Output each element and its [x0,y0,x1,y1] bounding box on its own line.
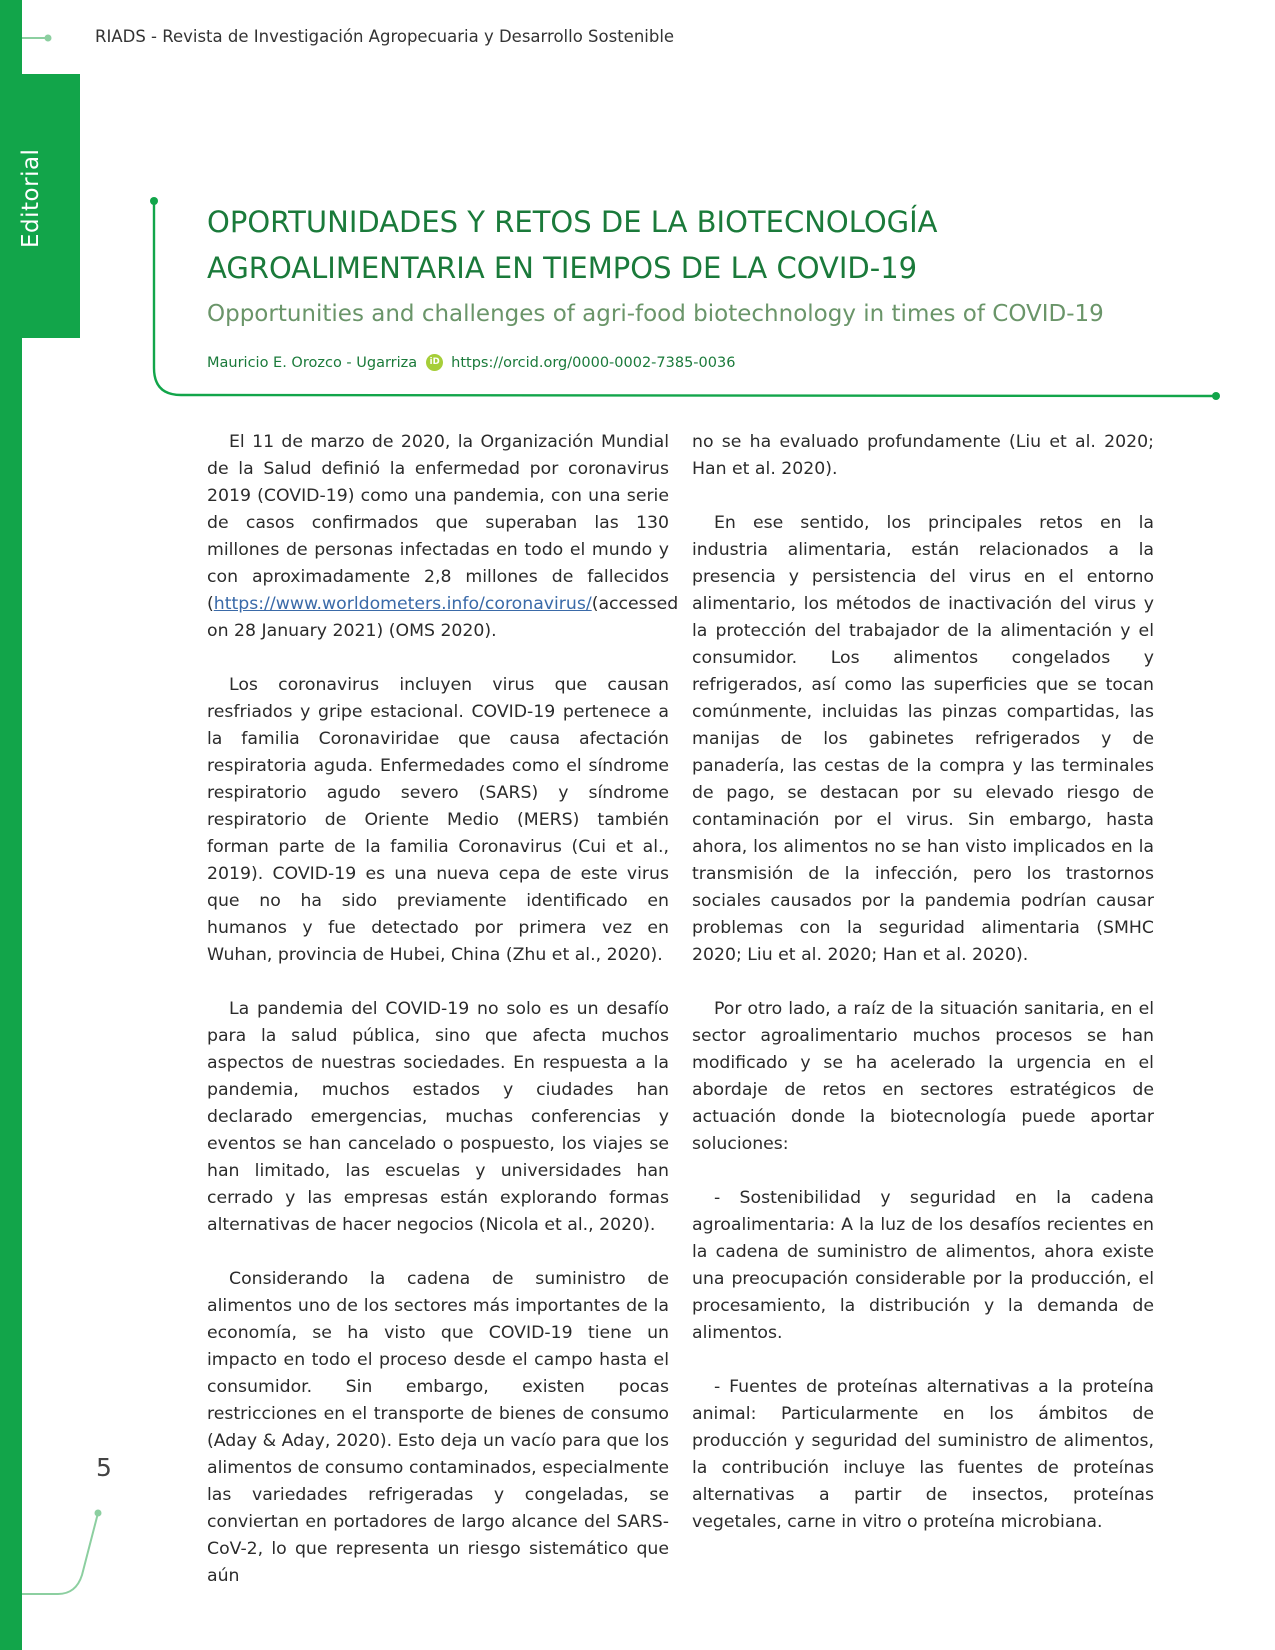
p1-text-before: El 11 de marzo de 2020, la Organización Mundial de la Salud definió la enfermedad por coronavirus 2019 (COVID-19) como una pandemia, con una serie de casos confirmados que superaban las 130 millones de personas infectadas en todo el mundo y con aproximadamente 2,8 millones de fallecidos ( [207,432,669,614]
article-subtitle: Opportunities and challenges of agri-food biotechnology in times of COVID-19 [207,301,1104,327]
title-line-1: OPORTUNIDADES Y RETOS DE LA BIOTECNOLOGÍA [207,205,938,239]
paragraph-4-continued: no se ha evaluado profundamente (Liu et al. 2020; Han et al. 2020). [692,432,1154,479]
p1-text-after: (accessed on 28 January 2021) (OMS 2020). [207,594,679,641]
paragraph-3: La pandemia del COVID-19 no solo es un desafío para la salud pública, sino que afecta muchos aspectos de nuestras sociedades. En respuesta a la pandemia, muchos estados y ciudades han declarado emergencias, muchas conferencias y eventos se han cancelado o pospuesto, los viajes se han limitado, las escuelas y universidades han cerrado y las empresas están explorando formas alternativas de hacer negocios (Nicola et al., 2020). [207,999,669,1235]
article-title [207,199,1167,291]
orcid-icon[interactable]: iD [426,354,443,371]
title-line-2: AGROALIMENTARIA EN TIEMPOS DE LA COVID-19 [207,251,918,285]
section-label: Editorial [18,148,44,248]
paragraph-7: - Sostenibilidad y seguridad en la cadena agroalimentaria: A la luz de los desafíos recientes en la cadena de suministro de alimentos, ahora existe una preocupación considerable por la producción, el procesamiento, la distribución y la demanda de alimentos. [692,1188,1154,1343]
author-name: Mauricio E. Orozco - Ugarriza [207,354,418,371]
right-column [692,429,1154,1563]
author-line [207,354,735,371]
paragraph-5: En ese sentido, los principales retos en la industria alimentaria, están relacionados a la presencia y persistencia del virus en el entorno alimentario, los métodos de inactivación del virus y la protección del trabajador de la alimentación y el consumidor. Los alimentos congelados y refrigerados, así como las superficies que se tocan comúnmente, incluidas las pinzas compartidas, las manijas de los gabinetes refrigerados y de panadería, las cestas de la compra y las terminales de pago, se destacan por su elevado riesgo de contaminación por el virus. Sin embargo, hasta ahora, los alimentos no se han visto implicados en la transmisión de la infección, pero los trastornos sociales causados por la pandemia podrían causar problemas con la seguridad alimentaria (SMHC 2020; Liu et al. 2020; Han et al. 2020). [692,513,1154,965]
paragraph-6: Por otro lado, a raíz de la situación sanitaria, en el sector agroalimentario muchos procesos se han modificado y se ha acelerado la urgencia en el abordaje de retos en sectores estratégicos de actuación donde la biotecnología puede aportar soluciones: [692,999,1154,1154]
paragraph-8: - Fuentes de proteínas alternativas a la proteína animal: Particularmente en los ámbitos de producción y seguridad del suministro de alimentos, la contribución incluye las fuentes de proteínas alternativas a partir de insectos, proteínas vegetales, carne in vitro o proteína microbiana. [692,1377,1154,1532]
left-column [207,429,679,1617]
paragraph-4: Considerando la cadena de suministro de alimentos uno de los sectores más importantes de la economía, se ha visto que COVID-19 tiene un impacto en todo el proceso desde el campo hasta el consumidor. Sin embargo, existen pocas restricciones en el transporte de bienes de consumo (Aday & Aday, 2020). Esto deja un vacío para que los alimentos de consumo contaminados, especialmente las variedades refrigeradas y congeladas, se conviertan en portadores de largo alcance del SARS-CoV-2, lo que representa un riesgo sistemático que aún [207,1269,669,1586]
orcid-link[interactable]: https://orcid.org/0000-0002-7385-0036 [451,354,736,371]
page-number: 5 [96,1453,112,1482]
worldometers-link[interactable]: https://www.worldometers.info/coronavirus/ [213,594,592,614]
paragraph-1 [207,429,679,645]
journal-name: RIADS - Revista de Investigación Agropecuaria y Desarrollo Sostenible [95,27,675,46]
paragraph-2: Los coronavirus incluyen virus que causan resfriados y gripe estacional. COVID-19 pertenece a la familia Coronaviridae que causa afectación respiratoria aguda. Enfermedades como el síndrome respiratorio agudo severo (SARS) y síndrome respiratorio de Oriente Medio (MERS) también forman parte de la familia Coronavirus (Cui et al., 2019). COVID-19 es una nueva cepa de este virus que no ha sido previamente identificado en humanos y fue detectado por primera vez en Wuhan, provincia de Hubei, China (Zhu et al., 2020). [207,675,669,965]
